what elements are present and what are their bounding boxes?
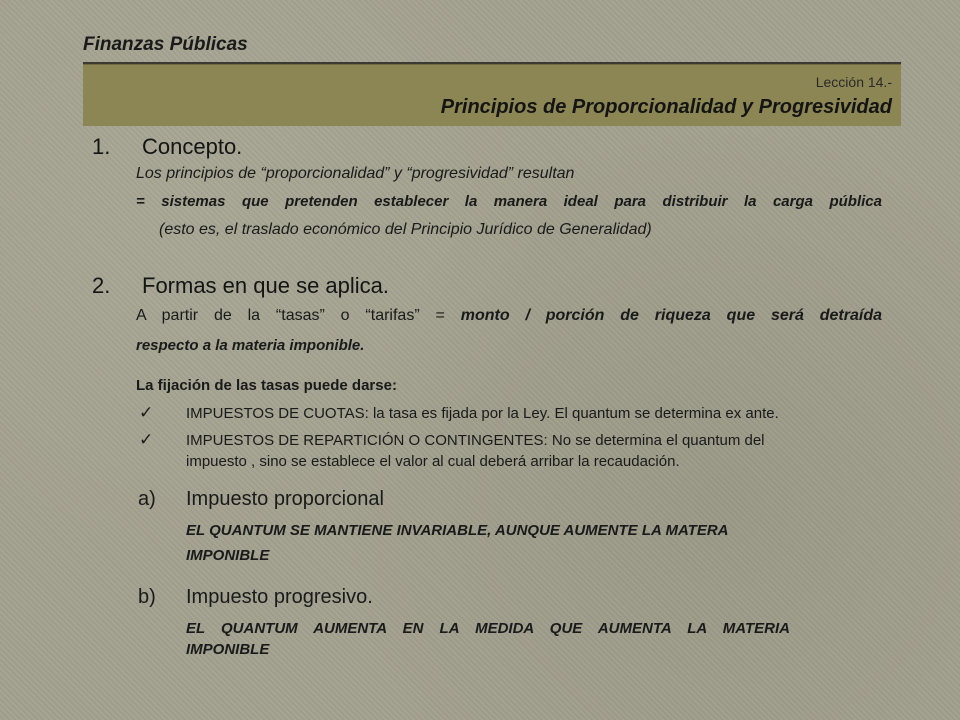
section-2-intro-line-2: respecto a la materia imponible.: [136, 337, 365, 354]
sub-a-letter: a): [138, 488, 156, 510]
section-2-intro-plain: A partir de la “tasas” o “tarifas” =: [136, 307, 461, 324]
lesson-number: Lección 14.-: [815, 74, 892, 90]
section-1-line-3: (esto es, el traslado económico del Principio Jurídico de Generalidad): [159, 221, 652, 238]
course-title: Finanzas Públicas: [83, 34, 248, 55]
check-icon: ✓: [139, 403, 154, 422]
section-2-heading: [92, 273, 389, 299]
section-2-title: Formas en que se aplica.: [142, 273, 390, 298]
sub-b-title: Impuesto progresivo.: [186, 586, 373, 608]
section-2-intro: [136, 307, 882, 325]
lesson-title: Principios de Proporcionalidad y Progresividad: [440, 96, 892, 118]
section-1-heading: [92, 134, 242, 160]
sub-a-heading: [138, 488, 384, 511]
bullet-reparticion-line-2: impuesto , sino se establece el valor al cual deberá arribar la recaudación.: [186, 453, 680, 470]
section-1-title: Concepto.: [142, 134, 243, 159]
section-1-number: 1.: [92, 134, 111, 159]
sub-a-line-2: IMPONIBLE: [186, 547, 270, 564]
fixation-title: La fijación de las tasas puede darse:: [136, 377, 397, 394]
bullet-cuotas: IMPUESTOS DE CUOTAS: la tasa es fijada por la Ley. El quantum se determina ex ante.: [186, 405, 779, 422]
section-1-line-1: Los principios de “proporcionalidad” y “progresividad” resultan: [136, 165, 575, 182]
lesson-banner: [83, 64, 901, 126]
section-2-intro-bold: monto / porción de riqueza que será detraída: [460, 307, 882, 324]
sub-b-line-2: IMPONIBLE: [186, 641, 270, 658]
sub-a-title: Impuesto proporcional: [186, 488, 384, 510]
sub-b-heading: [138, 586, 373, 609]
section-1-line-2: = sistemas que pretenden establecer la manera ideal para distribuir la carga pública: [136, 193, 882, 210]
sub-b-line-1: EL QUANTUM AUMENTA EN LA MEDIDA QUE AUMENTA LA MATERIA: [186, 620, 790, 637]
section-2-number: 2.: [92, 273, 111, 298]
sub-a-line-1: EL QUANTUM SE MANTIENE INVARIABLE, AUNQUE AUMENTE LA MATERA: [186, 522, 729, 539]
check-icon: ✓: [139, 430, 154, 449]
sub-b-letter: b): [138, 586, 156, 608]
bullet-reparticion-line-1: IMPUESTOS DE REPARTICIÓN O CONTINGENTES: No se determina el quantum del: [186, 432, 765, 449]
